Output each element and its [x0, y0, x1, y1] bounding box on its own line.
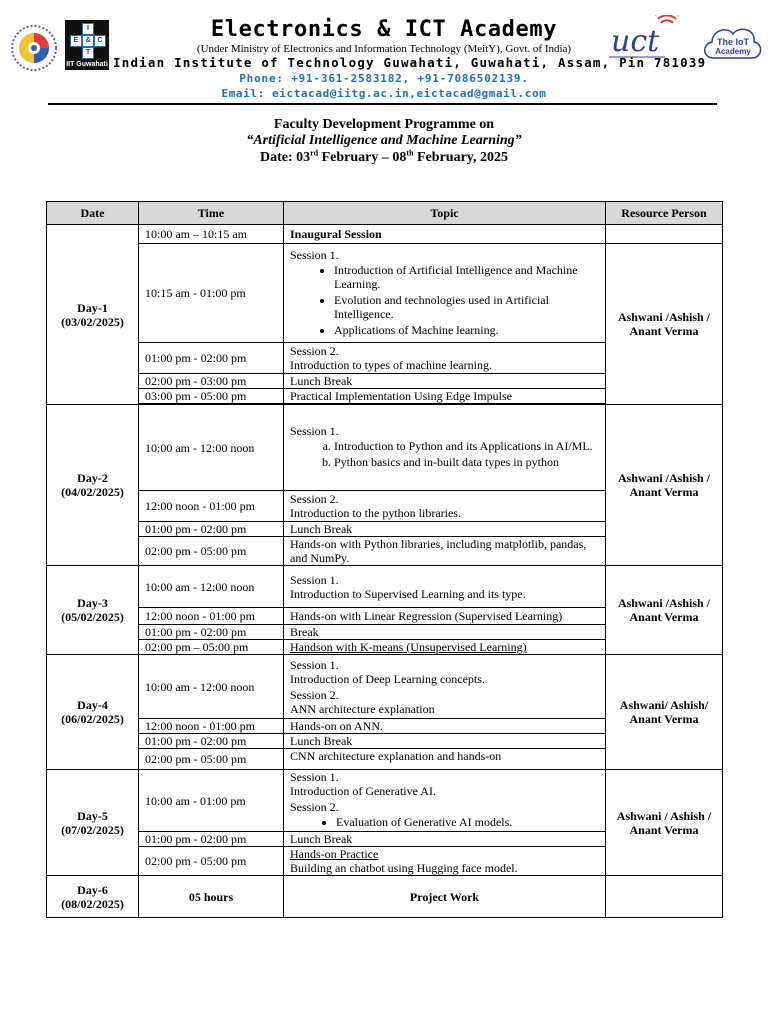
topic-cell: Hands-on with Python libraries, including matplotlib, pandas, and NumPy.: [284, 537, 606, 566]
topic-cell: [284, 244, 606, 343]
schedule-table: [46, 201, 723, 918]
time-cell: 12:00 noon - 01:00 pm: [139, 608, 284, 625]
resource-cell: Ashwani /Ashish / Anant Verma: [606, 244, 723, 405]
program-dates: [0, 150, 768, 166]
resource-cell: [606, 876, 723, 918]
list-item: • Evolution and technologies used in Artificial Intelligence.: [334, 293, 599, 321]
time-cell: 02:00 pm - 05:00 pm: [139, 847, 284, 876]
resource-cell: Ashwani /Ashish / Anant Verma: [606, 405, 723, 566]
date-sup-rd: rd: [310, 148, 319, 158]
day-cell: [47, 225, 139, 405]
topic-cell: [284, 847, 606, 876]
day-date: (07/02/2025): [61, 822, 124, 837]
session-label: Session 2.: [290, 492, 339, 506]
time-cell: 02:00 pm – 05:00 pm: [139, 640, 284, 655]
date-mid: February – 08: [318, 150, 407, 165]
header-date: Date: [47, 202, 139, 225]
table-row: [47, 405, 723, 491]
table-row: [47, 770, 723, 832]
resource-cell: Ashwani/ Ashish/ Anant Verma: [606, 655, 723, 770]
iot-logo-line1: The IoT: [717, 37, 749, 47]
header-topic: Topic: [284, 202, 606, 225]
time-cell: 03:00 pm - 05:00 pm: [139, 389, 284, 404]
uct-logo: [605, 15, 685, 65]
iot-academy-logo: [700, 20, 766, 66]
time-cell: 01:00 pm - 02:00 pm: [139, 343, 284, 374]
time-cell: 12:00 noon - 01:00 pm: [139, 491, 284, 522]
logo-cell: E: [70, 35, 82, 47]
iot-logo-line2: Academy: [715, 47, 751, 56]
time-cell: 10:00 am – 10:15 am: [139, 225, 284, 244]
topic-cell: CNN architecture explanation and hands-on: [284, 749, 606, 770]
time-cell: 01:00 pm - 02:00 pm: [139, 832, 284, 847]
table-row: [47, 225, 723, 244]
day-cell: [47, 770, 139, 876]
email-line: Email: eictacad@iitg.ac.in,eictacad@gmail.com: [221, 87, 547, 100]
topic-cell: [284, 491, 606, 522]
logo-caption: IIT Guwahati: [66, 61, 108, 68]
day-date: (06/02/2025): [61, 712, 124, 726]
topic-cell: [284, 405, 606, 491]
day-label: Day-1: [77, 300, 108, 315]
time-cell: 12:00 noon - 01:00 pm: [139, 719, 284, 734]
session-label: Session 2.: [290, 687, 339, 702]
session-label: Session 1.: [290, 572, 339, 587]
topic-cell: Practical Implementation Using Edge Impulse: [284, 389, 606, 404]
topic-cell: Lunch Break: [284, 832, 606, 847]
topic-text: Building an chatbot using Hugging face model.: [290, 861, 518, 875]
date-sup-th: th: [406, 148, 414, 158]
table-row: [47, 655, 723, 719]
session-label: Session 1.: [290, 247, 339, 262]
time-cell: 10:00 am - 12:00 noon: [139, 655, 284, 719]
time-cell: 02:00 pm - 05:00 pm: [139, 749, 284, 770]
day-label: Day-2: [77, 471, 108, 485]
topic-list: [290, 815, 599, 829]
topic-list: [290, 263, 599, 337]
day-cell: [47, 405, 139, 566]
day-date: (04/02/2025): [61, 485, 124, 499]
topic-cell: Lunch Break: [284, 522, 606, 537]
topic-text: ANN architecture explanation: [290, 701, 435, 716]
topic-list: [290, 439, 599, 469]
logo-cell: T: [82, 47, 94, 59]
time-cell: 10:15 am - 01:00 pm: [139, 244, 284, 343]
topic-cell: Hands-on with Linear Regression (Supervised Learning): [284, 608, 606, 625]
table-header-row: [47, 202, 723, 225]
time-cell: 10:00 am - 01:00 pm: [139, 770, 284, 832]
time-cell: 02:00 pm - 05:00 pm: [139, 537, 284, 566]
day-date: (08/02/2025): [61, 896, 124, 911]
list-item: b. Python basics and in-built data types in python: [334, 455, 599, 469]
logo-cell: I: [82, 23, 94, 35]
day-date: (03/02/2025): [61, 314, 124, 329]
resource-cell: Ashwani /Ashish / Anant Verma: [606, 566, 723, 655]
topic-cell: [284, 655, 606, 719]
day-label: Day-3: [77, 596, 108, 610]
date-prefix: Date: 03: [259, 150, 311, 165]
topic-cell: Inaugural Session: [284, 225, 606, 244]
table-row: [47, 876, 723, 918]
header-resource: Resource Person: [606, 202, 723, 225]
topic-cell: Handson with K-means (Unsupervised Learning): [284, 640, 606, 655]
resource-cell: Ashwani / Ashish / Anant Verma: [606, 770, 723, 876]
list-item: a. Introduction to Python and its Applications in AI/ML.: [334, 439, 599, 453]
day-cell: [47, 876, 139, 918]
time-cell: 10:00 am - 12:00 noon: [139, 405, 284, 491]
table-row: [47, 566, 723, 608]
program-heading: Faculty Development Programme on: [273, 117, 495, 132]
session-label: Session 1.: [290, 657, 339, 672]
topic-text: Introduction to types of machine learning.: [290, 358, 492, 372]
day-cell: [47, 655, 139, 770]
header-divider: [48, 103, 717, 105]
topic-cell: Hands-on on ANN.: [284, 719, 606, 734]
phone-line: Phone: +91-361-2583182, +91-7086502139.: [239, 72, 529, 85]
time-cell: 01:00 pm - 02:00 pm: [139, 522, 284, 537]
logo-cell: C: [94, 35, 106, 47]
topic-text: Introduction to Supervised Learning and its type.: [290, 586, 526, 601]
topic-text: Introduction of Generative AI.: [290, 784, 436, 798]
session-label: Session 2.: [290, 344, 339, 358]
day-label: Day-4: [77, 698, 108, 712]
list-item: • Applications of Machine learning.: [334, 323, 599, 337]
topic-text: Introduction to the python libraries.: [290, 506, 461, 520]
day-date: (05/02/2025): [61, 610, 124, 624]
date-suffix: February, 2025: [413, 150, 509, 165]
day-label: Day-5: [77, 808, 108, 823]
resource-cell-empty: [606, 225, 723, 244]
institute-line: Indian Institute of Technology Guwahati, Guwahati, Assam, Pin 781039: [113, 55, 707, 70]
time-cell: 10:00 am - 12:00 noon: [139, 566, 284, 608]
topic-cell: Lunch Break: [284, 374, 606, 389]
topic-cell: Project Work: [284, 876, 606, 918]
academy-title: Electronics & ICT Academy: [210, 17, 558, 42]
list-item: • Introduction of Artificial Intelligence and Machine Learning.: [334, 263, 599, 291]
day-cell: [47, 566, 139, 655]
time-cell: 02:00 pm - 03:00 pm: [139, 374, 284, 389]
topic-cell: [284, 566, 606, 608]
topic-cell: [284, 343, 606, 374]
session-label: Session 2.: [290, 800, 339, 814]
header-time: Time: [139, 202, 284, 225]
topic-text: Introduction of Deep Learning concepts.: [290, 671, 485, 686]
topic-cell: Lunch Break: [284, 734, 606, 749]
uct-logo-text: uct: [611, 24, 660, 59]
table-row: [47, 244, 723, 343]
time-cell: 05 hours: [139, 876, 284, 918]
day-label: Day-6: [77, 882, 108, 897]
topic-cell: [284, 770, 606, 832]
ministry-line: (Under Ministry of Electronics and Information Technology (MeitY), Govt. of India): [196, 43, 572, 55]
time-cell: 01:00 pm - 02:00 pm: [139, 625, 284, 640]
topic-cell: Break: [284, 625, 606, 640]
topic-title: Hands-on Practice: [290, 847, 379, 861]
time-cell: 01:00 pm - 02:00 pm: [139, 734, 284, 749]
list-item: • Evaluation of Generative AI models.: [336, 815, 599, 829]
session-label: Session 1.: [290, 424, 339, 438]
program-subject: “Artificial Intelligence and Machine Learning”: [246, 133, 522, 148]
session-label: Session 1.: [290, 770, 339, 784]
logo-cell: &: [82, 35, 94, 47]
letterhead: [0, 0, 768, 108]
